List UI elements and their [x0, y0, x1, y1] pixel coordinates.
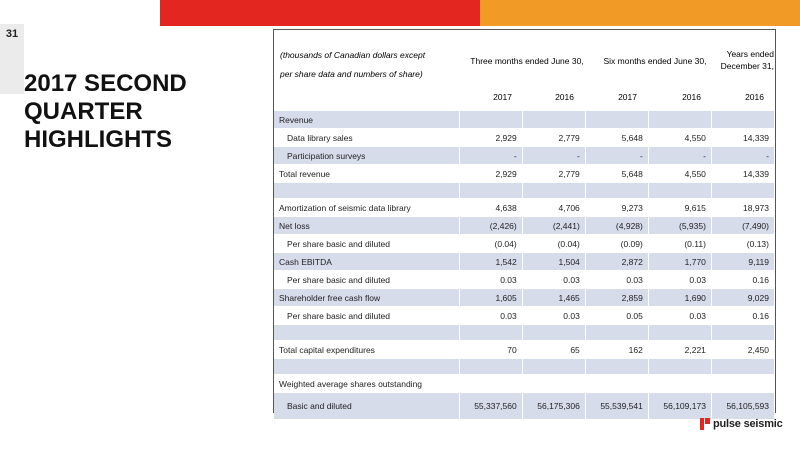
- row-value: [459, 111, 522, 129]
- row-value: 1,542: [459, 253, 522, 271]
- slide-title-line2: HIGHLIGHTS: [24, 126, 172, 153]
- row-value: -: [585, 147, 648, 165]
- row-value: 0.03: [585, 271, 648, 289]
- page-number: 31: [0, 24, 24, 94]
- row-label: Participation surveys: [274, 147, 459, 165]
- row-value: [648, 375, 711, 393]
- table-row: [274, 271, 775, 289]
- spacer-row: [274, 325, 775, 341]
- header-years-ended: [714, 48, 774, 72]
- row-label: Amortization of seismic data library: [274, 199, 459, 217]
- row-label: Per share basic and diluted: [274, 235, 459, 253]
- row-value: 2,929: [459, 165, 522, 183]
- row-value: 1,770: [648, 253, 711, 271]
- row-value: [711, 111, 774, 129]
- top-bar-red: [160, 0, 480, 26]
- row-label: Weighted average shares outstanding: [274, 375, 459, 393]
- row-value: 4,550: [648, 129, 711, 147]
- row-value: [585, 375, 648, 393]
- row-value: (0.09): [585, 235, 648, 253]
- financial-table: [273, 29, 776, 413]
- row-value: 2,872: [585, 253, 648, 271]
- row-value: 9,029: [711, 289, 774, 307]
- row-value: 2,221: [648, 341, 711, 359]
- row-value: 1,690: [648, 289, 711, 307]
- row-value: 0.03: [648, 271, 711, 289]
- row-value: 4,638: [459, 199, 522, 217]
- row-value: 0.05: [585, 307, 648, 325]
- company-logo: [700, 416, 783, 432]
- row-value: 0.03: [522, 271, 585, 289]
- row-value: (0.11): [648, 235, 711, 253]
- row-value: 1,605: [459, 289, 522, 307]
- row-value: 56,105,593: [711, 393, 774, 420]
- header-three-months: Three months ended June 30,: [470, 56, 584, 66]
- spacer-row: [274, 183, 775, 199]
- row-value: 2,929: [459, 129, 522, 147]
- row-value: (2,441): [522, 217, 585, 235]
- table-row: [274, 217, 775, 235]
- row-value: -: [522, 147, 585, 165]
- row-value: 0.03: [522, 307, 585, 325]
- row-label: Data library sales: [274, 129, 459, 147]
- row-value: 14,339: [711, 165, 774, 183]
- row-label: Basic and diluted: [274, 393, 459, 420]
- top-bar-orange: [480, 0, 800, 26]
- row-value: 2,779: [522, 165, 585, 183]
- row-value: 4,550: [648, 165, 711, 183]
- row-label: Shareholder free cash flow: [274, 289, 459, 307]
- row-value: (4,928): [585, 217, 648, 235]
- header-years-ended-line1: Years ended: [726, 49, 774, 59]
- row-label: Cash EBITDA: [274, 253, 459, 271]
- row-value: 9,119: [711, 253, 774, 271]
- row-value: (0.04): [459, 235, 522, 253]
- row-value: 2,779: [522, 129, 585, 147]
- row-value: 9,615: [648, 199, 711, 217]
- table-row: [274, 129, 775, 147]
- table-row: [274, 147, 775, 165]
- row-value: [585, 111, 648, 129]
- row-value: 56,109,173: [648, 393, 711, 420]
- table-row: [274, 289, 775, 307]
- row-value: -: [648, 147, 711, 165]
- row-label: Total revenue: [274, 165, 459, 183]
- row-value: 4,706: [522, 199, 585, 217]
- row-value: (0.04): [522, 235, 585, 253]
- year-header: 2017: [618, 92, 637, 102]
- row-value: 2,450: [711, 341, 774, 359]
- table-row: [274, 165, 775, 183]
- year-header: 2016: [745, 92, 764, 102]
- header-years-ended-line2: December 31,: [720, 61, 774, 71]
- row-value: 0.03: [459, 307, 522, 325]
- spacer-row: [274, 359, 775, 375]
- row-value: 2,859: [585, 289, 648, 307]
- logo-icon: [700, 418, 710, 430]
- table-row: [274, 341, 775, 359]
- row-value: [459, 375, 522, 393]
- table-header: [274, 30, 775, 90]
- row-label: Per share basic and diluted: [274, 271, 459, 289]
- row-value: (5,935): [648, 217, 711, 235]
- row-label: Per share basic and diluted: [274, 307, 459, 325]
- row-value: 1,504: [522, 253, 585, 271]
- row-value: [522, 111, 585, 129]
- row-value: (0.13): [711, 235, 774, 253]
- table-row: [274, 199, 775, 217]
- year-header: 2016: [555, 92, 574, 102]
- row-value: [522, 375, 585, 393]
- logo-text: pulse seismic: [713, 418, 783, 430]
- year-header-row: [274, 90, 775, 108]
- row-value: 14,339: [711, 129, 774, 147]
- row-value: 0.16: [711, 271, 774, 289]
- row-value: 5,648: [585, 129, 648, 147]
- row-value: 18,973: [711, 199, 774, 217]
- row-value: 0.03: [459, 271, 522, 289]
- row-label: Revenue: [274, 111, 459, 129]
- row-value: 55,539,541: [585, 393, 648, 420]
- units-note-line1: (thousands of Canadian dollars except: [280, 50, 426, 60]
- slide-title: [24, 70, 274, 154]
- table-row: [274, 253, 775, 271]
- units-note-line2: per share data and numbers of share): [280, 69, 423, 79]
- row-value: (2,426): [459, 217, 522, 235]
- table-row: [274, 375, 775, 393]
- table-row: [274, 111, 775, 129]
- table-row: [274, 307, 775, 325]
- row-value: (7,490): [711, 217, 774, 235]
- year-header: 2016: [682, 92, 701, 102]
- row-value: -: [711, 147, 774, 165]
- row-value: 55,337,560: [459, 393, 522, 420]
- row-label: Total capital expenditures: [274, 341, 459, 359]
- slide-title-line1: 2017 SECOND QUARTER: [24, 70, 187, 125]
- row-value: -: [459, 147, 522, 165]
- units-note: [280, 46, 460, 84]
- data-table: [274, 111, 775, 420]
- year-header: 2017: [493, 92, 512, 102]
- row-value: 5,648: [585, 165, 648, 183]
- row-value: 70: [459, 341, 522, 359]
- row-value: [711, 375, 774, 393]
- table-row: [274, 235, 775, 253]
- row-value: 9,273: [585, 199, 648, 217]
- row-value: 162: [585, 341, 648, 359]
- row-value: 0.16: [711, 307, 774, 325]
- row-value: [648, 111, 711, 129]
- row-value: 1,465: [522, 289, 585, 307]
- row-value: 56,175,306: [522, 393, 585, 420]
- header-six-months: Six months ended June 30,: [603, 56, 707, 66]
- row-value: 0.03: [648, 307, 711, 325]
- row-value: 65: [522, 341, 585, 359]
- row-label: Net loss: [274, 217, 459, 235]
